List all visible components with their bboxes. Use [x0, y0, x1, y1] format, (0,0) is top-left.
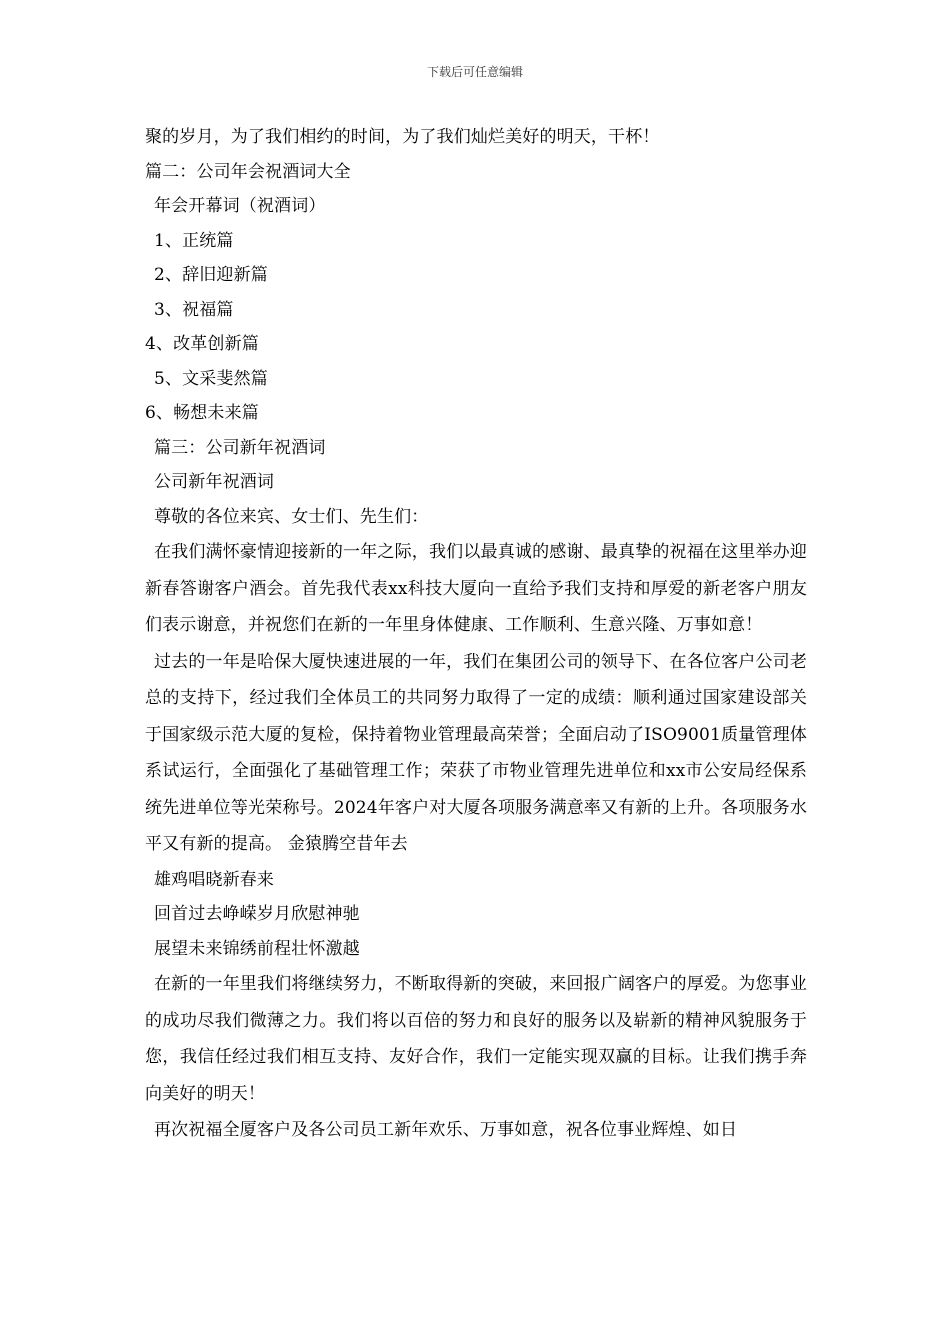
- section-heading: 篇三：公司新年祝酒词: [154, 437, 326, 458]
- list-item: 4、改革创新篇: [145, 334, 259, 354]
- verse-line: 雄鸡唱晓新春来: [154, 869, 275, 890]
- verse-line: 回首过去峥嵘岁月欣慰神驰: [154, 904, 360, 924]
- paragraph: 在新的一年里我们将继续努力，不断取得新的突破，来回报广阔客户的厚爱。为您事业的成功尽我们微薄之力。我们将以百倍的努力和良好的服务以及崭新的精神风貌服务于您，我信任经过我们相互支持、友好合作，我们一定能实现双赢的目标。让我们携手奔向美好的明天！: [145, 974, 807, 1104]
- document-body: [145, 120, 807, 1149]
- list-item: 5、文采斐然篇: [154, 368, 268, 389]
- salutation: 尊敬的各位来宾、女士们、先生们：: [154, 506, 429, 527]
- paragraph: 在我们满怀豪情迎接新的一年之际，我们以最真诚的感谢、最真挚的祝福在这里举办迎新春答谢客户酒会。首先我代表xx科技大厦向一直给予我们支持和厚爱的新老客户朋友们表示谢意，并祝您们在新的一年里身体健康、工作顺利、生意兴隆、万事如意！: [145, 542, 807, 635]
- list-item: 2、辞旧迎新篇: [154, 265, 268, 285]
- list-item: 6、畅想未来篇: [145, 403, 259, 423]
- list-item: 1、正统篇: [154, 230, 234, 251]
- paragraph: 过去的一年是哈保大厦快速进展的一年，我们在集团公司的领导下、在各位客户公司老总的支持下，经过我们全体员工的共同努力取得了一定的成绩：顺利通过国家建设部关于国家级示范大厦的复检，保持着物业管理最高荣誉；全面启动了ISO9001质量管理体系试运行，全面强化了基础管理工作；荣获了市物业管理先进单位和xx市公安局经保系统先进单位等光荣称号。2024年客户对大厦各项服务满意率又有新的上升。各项服务水平又有新的提高。 金猿腾空昔年去: [145, 651, 807, 854]
- section-heading: 篇二：公司年会祝酒词大全: [145, 161, 351, 182]
- list-item: 3、祝福篇: [154, 299, 234, 320]
- verse-line: 展望未来锦绣前程壮怀激越: [154, 938, 360, 959]
- text-line: 聚的岁月，为了我们相约的时间，为了我们灿烂美好的明天，干杯！: [145, 127, 660, 147]
- page-header: 下载后可任意编辑: [426, 65, 523, 79]
- subheading: 年会开幕词（祝酒词）: [154, 196, 326, 216]
- subheading: 公司新年祝酒词: [154, 472, 275, 492]
- paragraph: 再次祝福全厦客户及各公司员工新年欢乐、万事如意，祝各位事业辉煌、如日: [154, 1120, 738, 1140]
